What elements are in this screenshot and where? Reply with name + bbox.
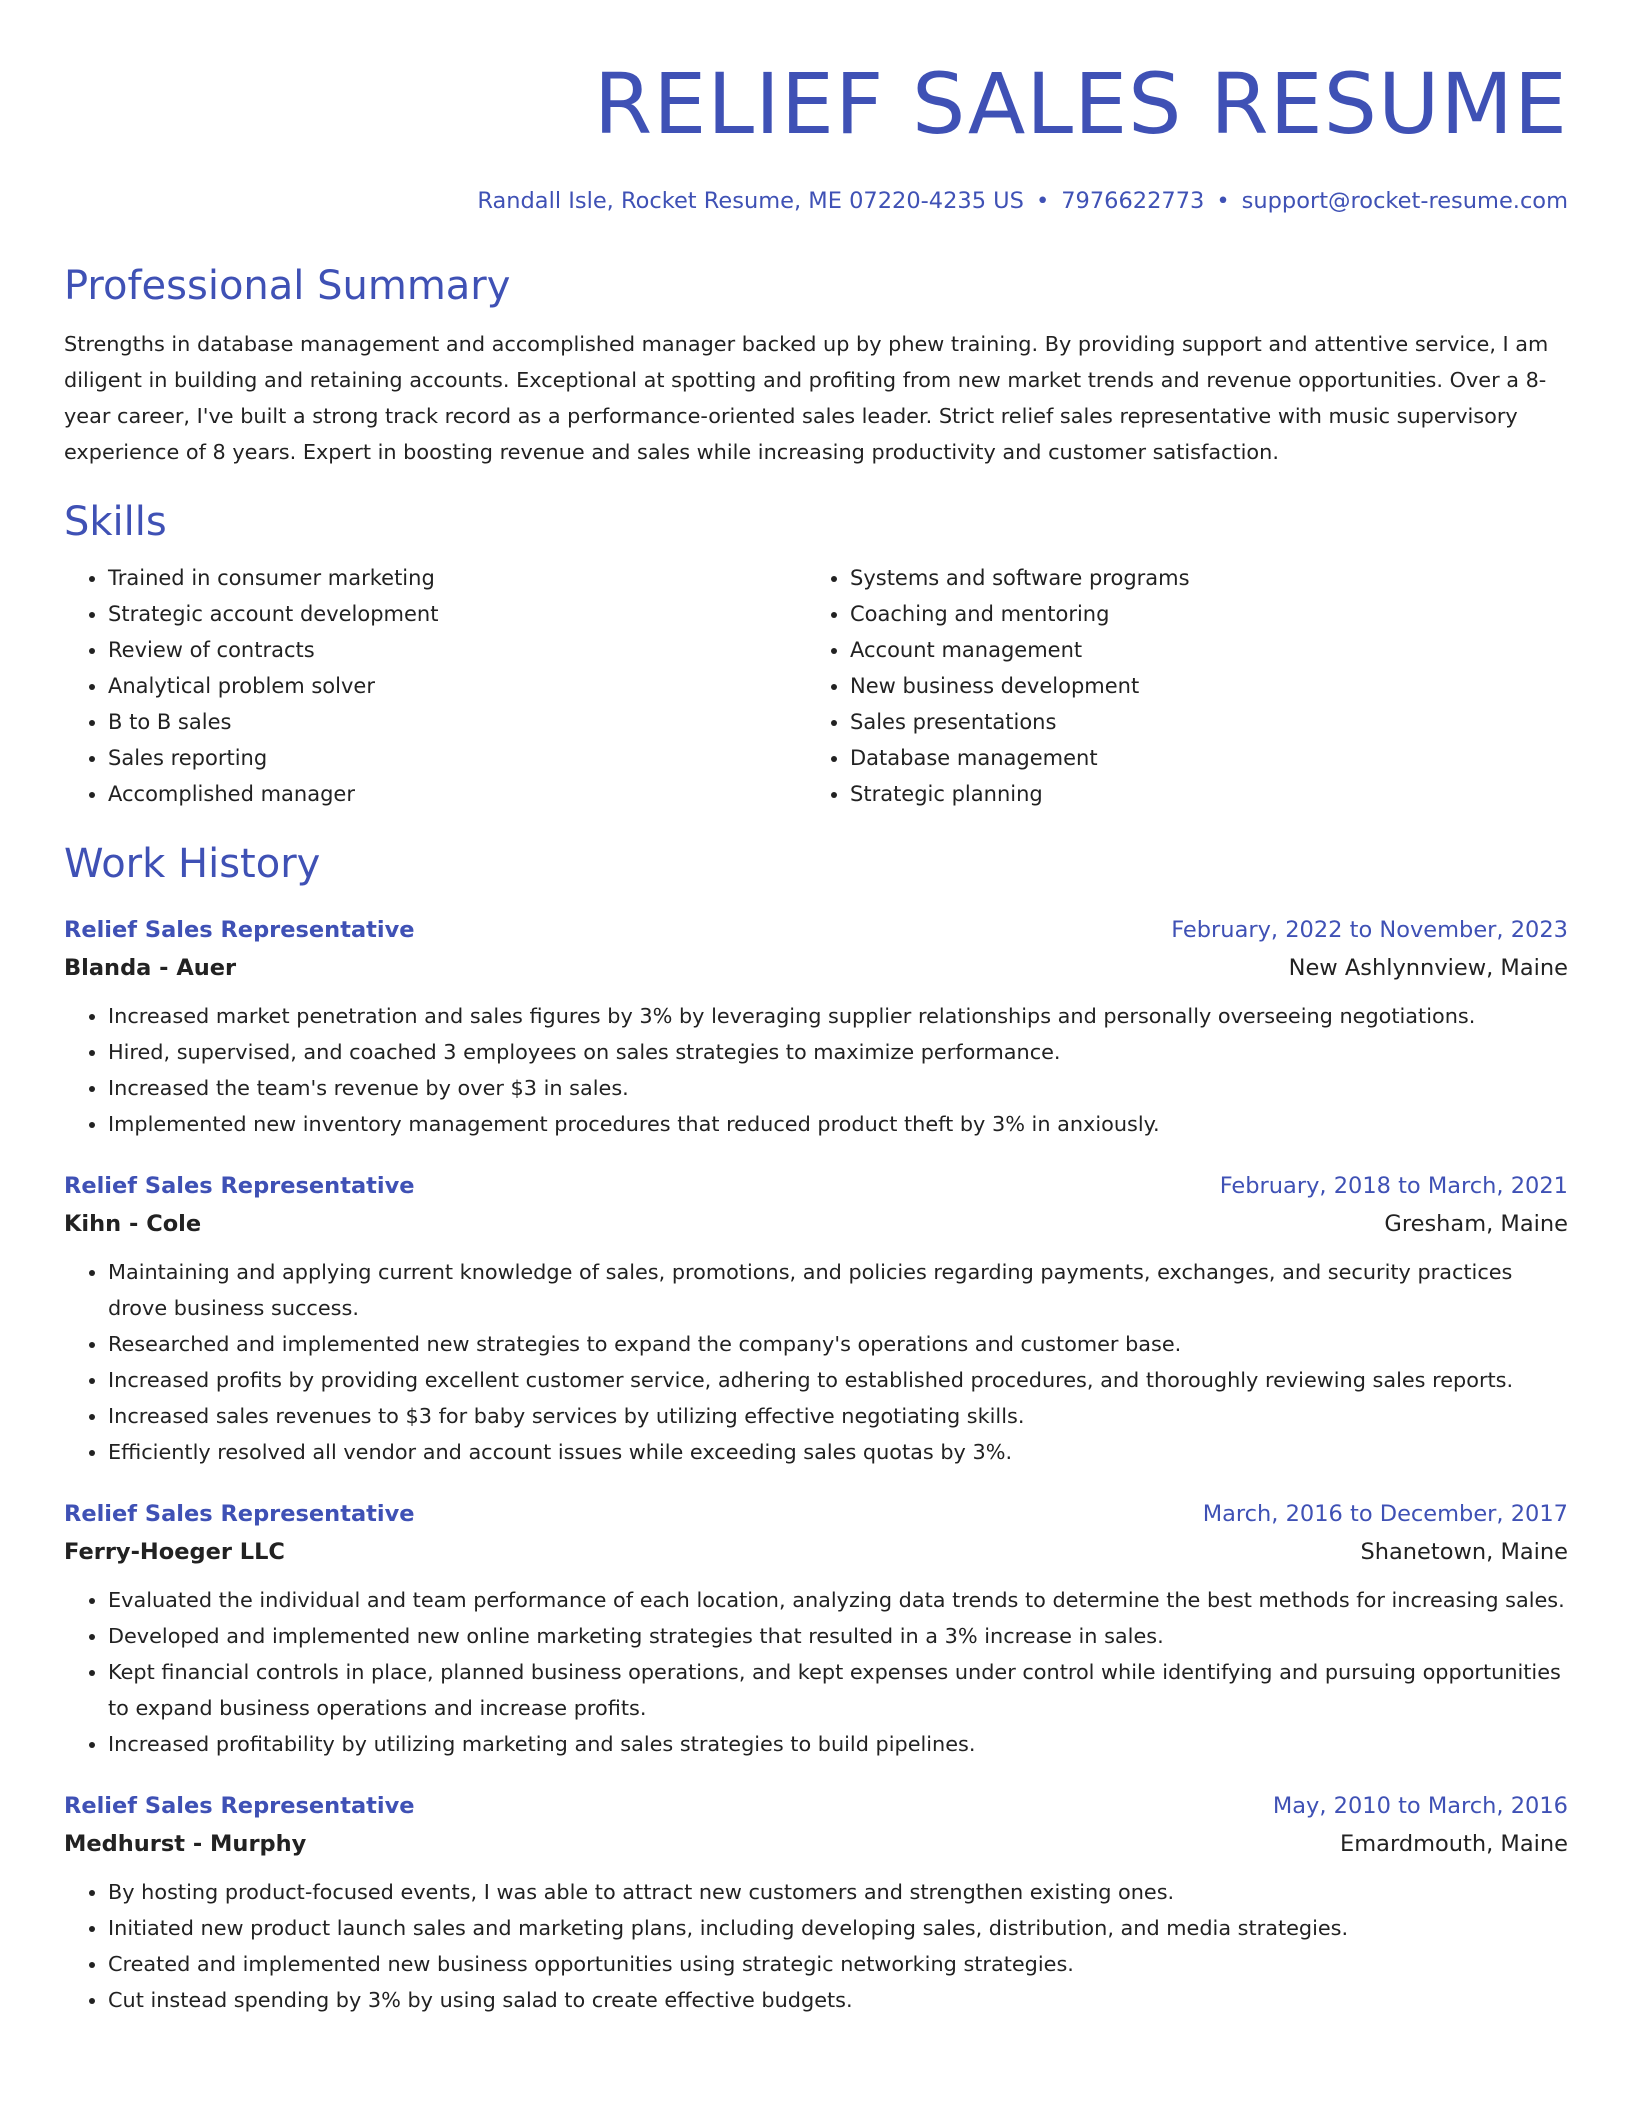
skill-item: • Review of contracts — [108, 632, 806, 668]
job-bullet: • Efficiently resolved all vendor and account issues while exceeding sales quotas by 3%. — [108, 1434, 1568, 1470]
skills-heading: Skills — [64, 499, 167, 545]
job-company-row — [64, 948, 1568, 988]
job-entry — [64, 1168, 1568, 1470]
job-entry — [64, 1496, 1568, 1762]
job-location: New Ashlynnview, Maine — [1288, 955, 1568, 981]
resume-title: RELIEF SALES RESUME — [593, 55, 1568, 153]
job-header-row — [64, 1788, 1568, 1824]
skill-item: • Analytical problem solver — [108, 668, 806, 704]
job-title: Relief Sales Representative — [64, 917, 415, 943]
job-dates: February, 2022 to November, 2023 — [1171, 917, 1568, 943]
job-bullet: • Maintaining and applying current knowledge of sales, promotions, and policies regarding payments, exchanges, and security practices drove business success. — [108, 1254, 1568, 1326]
job-title: Relief Sales Representative — [64, 1501, 415, 1527]
job-header-row — [64, 1168, 1568, 1204]
contact-separator: • — [1035, 188, 1050, 214]
contact-address: Randall Isle, Rocket Resume, ME 07220-4235 US — [477, 188, 1024, 214]
skill-item: • Accomplished manager — [108, 776, 806, 812]
job-entry — [64, 1788, 1568, 2018]
job-location: Gresham, Maine — [1384, 1211, 1568, 1237]
job-company: Blanda - Auer — [64, 955, 237, 981]
job-bullets — [64, 1874, 1568, 2018]
job-bullet: • Increased sales revenues to $3 for baby services by utilizing effective negotiating skills. — [108, 1398, 1568, 1434]
job-bullets — [64, 998, 1568, 1142]
job-bullets — [64, 1582, 1568, 1762]
skill-item: • Strategic account development — [108, 596, 806, 632]
job-bullet: • Researched and implemented new strategies to expand the company's operations and customer base. — [108, 1326, 1568, 1362]
skill-item: • Coaching and mentoring — [850, 596, 1548, 632]
job-bullet: • Hired, supervised, and coached 3 employees on sales strategies to maximize performance. — [108, 1034, 1568, 1070]
job-dates: March, 2016 to December, 2017 — [1202, 1501, 1568, 1527]
job-bullet: • Created and implemented new business opportunities using strategic networking strategies. — [108, 1946, 1568, 1982]
skill-item: • Sales reporting — [108, 740, 806, 776]
skills-column-left — [64, 560, 806, 812]
contact-email[interactable]: support@rocket-resume.com — [1241, 188, 1568, 214]
job-bullet: • Kept financial controls in place, planned business operations, and kept expenses under control while identifying and pursuing opportunities to expand business operations and increase profits. — [108, 1654, 1568, 1726]
job-title: Relief Sales Representative — [64, 1793, 415, 1819]
job-bullet: • Increased profitability by utilizing marketing and sales strategies to build pipelines. — [108, 1726, 1568, 1762]
summary-text: Strengths in database management and accomplished manager backed up by phew training. By providing support and attentive service, I am diligent in building and retaining accounts. Exceptional at spotting and profiting from new market trends and revenue opportunities. Over a 8-year career, I've built a strong track record as a performance-oriented sales leader. Strict relief sales representative with music supervisory experience of 8 years. Expert in boosting revenue and sales while increasing productivity and customer satisfaction. — [64, 332, 1549, 464]
job-company: Medhurst - Murphy — [64, 1831, 307, 1857]
contact-separator: • — [1216, 188, 1230, 214]
job-bullets — [64, 1254, 1568, 1470]
skill-item: • New business development — [850, 668, 1548, 704]
job-header-row — [64, 1496, 1568, 1532]
job-title: Relief Sales Representative — [64, 1173, 415, 1199]
job-bullet: • Increased market penetration and sales figures by 3% by leveraging supplier relationships and personally overseeing negotiations. — [108, 998, 1568, 1034]
job-bullet: • Implemented new inventory management procedures that reduced product theft by 3% in anxiously. — [108, 1106, 1568, 1142]
job-location: Shanetown, Maine — [1360, 1539, 1568, 1565]
resume-page — [64, 0, 1568, 2018]
skills-grid — [64, 560, 1568, 812]
job-bullet: • Increased the team's revenue by over $3 in sales. — [108, 1070, 1568, 1106]
job-entry — [64, 912, 1568, 1142]
skills-column-right — [806, 560, 1548, 812]
summary-heading: Professional Summary — [64, 263, 511, 309]
job-company-row — [64, 1532, 1568, 1572]
work-history-heading: Work History — [64, 841, 321, 887]
job-dates: May, 2010 to March, 2016 — [1272, 1793, 1568, 1819]
job-company-row — [64, 1204, 1568, 1244]
job-header-row — [64, 912, 1568, 948]
job-company-row — [64, 1824, 1568, 1864]
skill-item: • Sales presentations — [850, 704, 1548, 740]
skill-item: • Account management — [850, 632, 1548, 668]
skill-item: • Database management — [850, 740, 1548, 776]
contact-line — [64, 186, 1568, 216]
contact-phone[interactable]: 7976622773 — [1061, 188, 1205, 214]
skill-item: • Trained in consumer marketing — [108, 560, 806, 596]
job-bullet: • Increased profits by providing excellent customer service, adhering to established procedures, and thoroughly reviewing sales reports. — [108, 1362, 1568, 1398]
job-bullet: • Evaluated the individual and team performance of each location, analyzing data trends to determine the best methods for increasing sales. — [108, 1582, 1568, 1618]
skill-item: • Strategic planning — [850, 776, 1548, 812]
job-company: Ferry-Hoeger LLC — [64, 1539, 285, 1565]
skill-item: • B to B sales — [108, 704, 806, 740]
job-company: Kihn - Cole — [64, 1211, 202, 1237]
job-bullet: • Initiated new product launch sales and marketing plans, including developing sales, distribution, and media strategies. — [108, 1910, 1568, 1946]
job-location: Emardmouth, Maine — [1340, 1831, 1568, 1857]
job-bullet: • Cut instead spending by 3% by using salad to create effective budgets. — [108, 1982, 1568, 2018]
job-bullet: • Developed and implemented new online marketing strategies that resulted in a 3% increase in sales. — [108, 1618, 1568, 1654]
job-dates: February, 2018 to March, 2021 — [1219, 1173, 1568, 1199]
job-bullet: • By hosting product-focused events, I was able to attract new customers and strengthen existing ones. — [108, 1874, 1568, 1910]
skill-item: • Systems and software programs — [850, 560, 1548, 596]
